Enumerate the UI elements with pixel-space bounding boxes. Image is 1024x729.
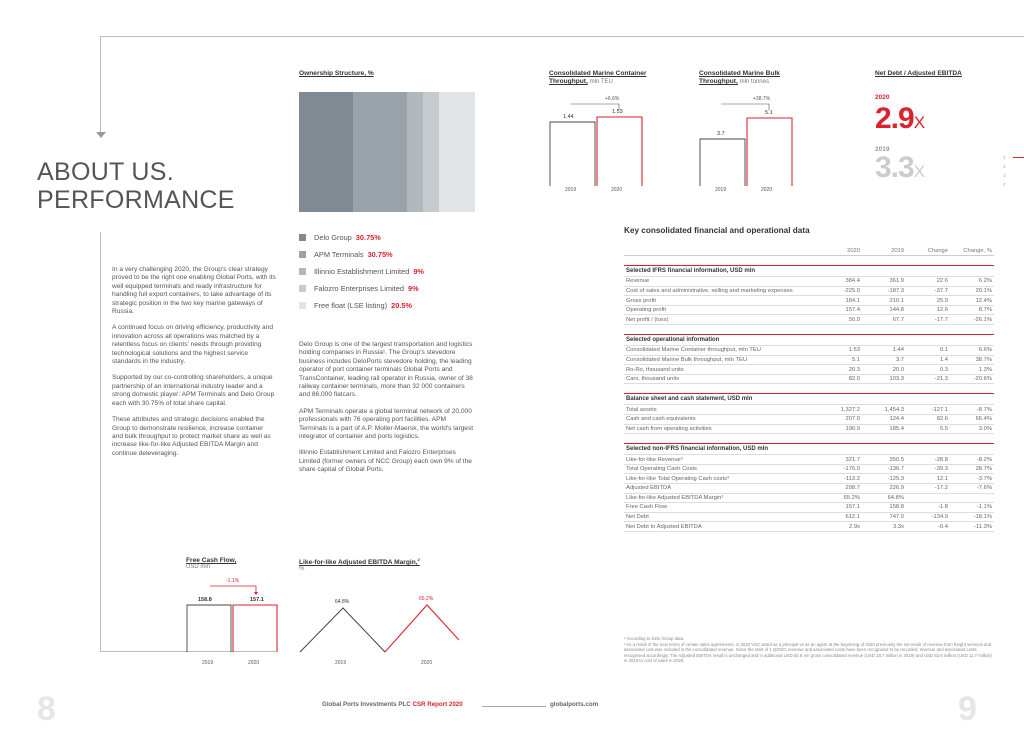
side-tab-marker — [1013, 157, 1024, 158]
table-cell: Cash and cash equivalents — [624, 415, 818, 425]
table-section-row — [624, 266, 994, 277]
bulk-chart-header — [699, 70, 780, 86]
side-tab-1[interactable]: 1 — [1003, 156, 1006, 161]
left-divider — [100, 232, 101, 652]
legend-swatch — [299, 285, 306, 292]
table-cell: -28.8 — [906, 455, 950, 465]
table-row — [624, 286, 994, 296]
table-cell: 747.0 — [862, 512, 906, 522]
table-row — [624, 374, 994, 384]
bulk-change-connector — [721, 104, 769, 110]
table-header-cell — [624, 246, 818, 256]
table-cell: Net profit / (loss) — [624, 315, 818, 325]
legend-item — [299, 263, 424, 280]
table-row — [624, 455, 994, 465]
table-cell: -21.3 — [906, 374, 950, 384]
table-cell: -136.7 — [862, 464, 906, 474]
table-cell: Cost of sales and administrative, selling and marketing expenses — [624, 286, 818, 296]
table-cell: -18.1% — [950, 512, 994, 522]
legend-item — [299, 246, 424, 263]
table-cell: -37.7 — [906, 286, 950, 296]
table-cell: 103.3 — [862, 374, 906, 384]
table-cell: -8.7% — [950, 405, 994, 415]
table-cell: -26.1% — [950, 315, 994, 325]
table-cell: 82.6 — [906, 415, 950, 425]
container-value-2020: 1.53 — [612, 109, 623, 115]
legend-value: 30.75% — [367, 250, 393, 259]
table-cell: 1.53 — [818, 346, 862, 356]
ownership-legend — [299, 229, 424, 314]
table-cell: 50.0 — [818, 315, 862, 325]
table-cell: 207.0 — [818, 415, 862, 425]
arrow-down-icon — [96, 132, 106, 138]
table-header-row — [624, 246, 994, 256]
paragraph: APM Terminals operate a global terminal network of 20,000 professionals with 76 operating port facilities. APM Terminals is a part of A.P. Moller-Maersk, the world's largest integrator of container and ports logistics. — [299, 407, 474, 441]
container-value-2019: 1.44 — [563, 114, 574, 120]
key-data-table — [624, 246, 994, 532]
table-cell: 22.6 — [906, 277, 950, 287]
table-cell: 3.7 — [862, 355, 906, 365]
ownership-title: Ownership Structure, % — [299, 70, 374, 77]
lfl-value-2020: 65.2% — [419, 596, 434, 602]
lfl-year-2019: 2019 — [335, 660, 347, 666]
table-cell: 1.3% — [950, 365, 994, 375]
paragraph: These attributes and strategic decisions enabled the Group to demonstrate resilience, increase container and bulk throughput to protect market share as well as increase like-for-like Adjusted EBITDA Margin and continue deleveraging. — [112, 416, 271, 457]
legend-item — [299, 297, 424, 314]
legend-swatch — [299, 234, 306, 241]
table-cell: Adjusted EBITDA — [624, 484, 818, 494]
table-cell: Cars, thousand units — [624, 374, 818, 384]
table-section-row — [624, 335, 994, 346]
netdebt-year-2020: 2020 — [875, 94, 890, 101]
table-cell: 64.8% — [862, 493, 906, 503]
netdebt-block — [875, 70, 962, 188]
table-cell: 124.4 — [862, 415, 906, 425]
paragraph: Illinnio Establishment Limited and Falozro Enterprises Limited (former owners of NCC Group) each own 9% of the share capital of Global Ports. — [299, 449, 472, 474]
table-cell: 5.5 — [906, 424, 950, 434]
table-section-title: Selected non-IFRS financial information, USD mln — [624, 444, 994, 455]
lfl-value-2019: 64.8% — [335, 599, 350, 605]
table-cell: Net Debt — [624, 512, 818, 522]
bulk-bar-2019 — [700, 139, 745, 186]
fcf-value-2019: 158.8 — [198, 597, 212, 603]
table-header-cell: Change — [906, 246, 950, 256]
table-header-cell: 2020 — [818, 246, 862, 256]
table-row — [624, 424, 994, 434]
table-cell: -39.3 — [906, 464, 950, 474]
legend-label: Delo Group — [314, 233, 352, 242]
table-cell: 38.7% — [950, 355, 994, 365]
fcf-chart — [186, 574, 278, 670]
ownership-bar-illinnio — [407, 92, 423, 212]
side-tab-4[interactable]: 4 — [1003, 183, 1006, 188]
table-row — [624, 415, 994, 425]
table-spacer — [624, 384, 994, 394]
ownership-bar-apm — [353, 92, 407, 212]
table-spacer — [624, 256, 994, 266]
page-number-left: 8 — [37, 690, 56, 728]
legend-swatch — [299, 251, 306, 258]
ownership-bar-delo — [299, 92, 353, 212]
fcf-chart-header — [186, 557, 236, 570]
footnotes — [624, 636, 994, 664]
table-cell: 144.8 — [862, 305, 906, 315]
table-cell: -187.3 — [862, 286, 906, 296]
table-cell: Ro-Ro, thousand units — [624, 365, 818, 375]
lfl-title-sup: 2 — [417, 557, 420, 562]
table-cell: 6.2% — [950, 277, 994, 287]
table-cell: 0.1 — [906, 346, 950, 356]
legend-swatch — [299, 268, 306, 275]
container-chart — [549, 94, 644, 194]
table-cell: 190.9 — [818, 424, 862, 434]
bulk-bar-2020 — [747, 118, 792, 186]
spacer-cell — [624, 384, 994, 394]
footnote-2: ² As a result of the new terms of certain sales agreements, in 2020 VSC acted as a principal vs as an agent at the beginning of 2020 previously the net result of revenue from freight services and associated cost was included in the consolidated revenue. Since the start of 1 Q2020, revenue and associated costs have been recognised to be recorded, revenue and associated costs recognised accordingly. The Adjusted EBITDA result is unchanged and in additional USD 50.8 mn gross consolidated revenue (USD 18.7 million in 2019) and USD 62.6 million (USD 11.7 million) in 2019 to cost of sales in 2020. — [624, 641, 992, 664]
table-cell: 25.9 — [906, 296, 950, 306]
table-header-cell: 2019 — [862, 246, 906, 256]
table-cell: 384.4 — [818, 277, 862, 287]
table-cell: 8.7% — [950, 305, 994, 315]
legend-value: 30.75% — [355, 233, 381, 242]
table-row — [624, 522, 994, 532]
legend-swatch — [299, 302, 306, 309]
table-cell: 185.4 — [862, 424, 906, 434]
bulk-change-label: +38.7% — [753, 96, 771, 102]
bulk-chart — [699, 94, 794, 194]
table-cell: -0.4 — [906, 522, 950, 532]
table-spacer — [624, 434, 994, 444]
fcf-bar-2019 — [187, 605, 231, 652]
table-cell: Operating profit — [624, 305, 818, 315]
legend-value: 9% — [407, 284, 419, 293]
table-cell: 12.6 — [906, 305, 950, 315]
table-cell: 82.0 — [818, 374, 862, 384]
table-cell: 1.4 — [906, 355, 950, 365]
footer-url[interactable]: globalports.com — [550, 701, 599, 708]
lfl-year-2020: 2020 — [421, 660, 433, 666]
fcf-arrowhead-icon — [254, 592, 258, 595]
table-cell: -17.2 — [906, 484, 950, 494]
lfl-line-2019 — [300, 608, 385, 652]
table-section-title: Selected operational information — [624, 335, 994, 346]
table-cell: -3.7% — [950, 474, 994, 484]
table-cell: 157.4 — [818, 305, 862, 315]
table-cell: 12.4% — [950, 296, 994, 306]
side-tab-2[interactable]: 2 — [1003, 165, 1006, 170]
table-row — [624, 484, 994, 494]
table-cell: 350.5 — [862, 455, 906, 465]
table-cell: 6.6% — [950, 346, 994, 356]
bulk-unit: mln tonnes — [739, 79, 769, 85]
table-row — [624, 474, 994, 484]
fcf-change-arrow — [210, 586, 256, 593]
fcf-change-label: -1.1% — [226, 578, 240, 584]
fcf-year-2020: 2020 — [248, 660, 260, 666]
fcf-title: Free Cash Flow, — [186, 557, 237, 564]
table-cell: 20.0 — [862, 365, 906, 375]
table-cell: Total Operating Cash Costs — [624, 464, 818, 474]
table-cell: 5.1 — [818, 355, 862, 365]
footer-company: Global Ports Investments PLC — [322, 701, 411, 708]
table-cell: 3.3x — [862, 522, 906, 532]
table-row — [624, 355, 994, 365]
table-cell: Net Debt to Adjusted EBITDA — [624, 522, 818, 532]
netdebt-value-2020 — [875, 103, 962, 140]
lfl-line-2020 — [385, 605, 459, 652]
table-cell: Net cash from operating activities — [624, 424, 818, 434]
bulk-year-2020: 2020 — [761, 187, 773, 193]
spacer-cell — [624, 256, 994, 266]
container-unit: mln TEU — [589, 79, 613, 85]
netdebt-value-2020-num: 2.9 — [875, 102, 914, 135]
table-cell: 28.7% — [950, 464, 994, 474]
table-row — [624, 305, 994, 315]
table-cell: 1.44 — [862, 346, 906, 356]
table-spacer — [624, 325, 994, 335]
container-bar-2019 — [550, 122, 595, 186]
table-section-row — [624, 394, 994, 405]
table-row — [624, 315, 994, 325]
table-row — [624, 512, 994, 522]
bulk-value-2019: 3.7 — [717, 131, 725, 137]
table-cell: 226.9 — [862, 484, 906, 494]
table-row — [624, 346, 994, 356]
container-bar-2020 — [597, 117, 642, 186]
frame-top-line — [100, 36, 1024, 37]
legend-value: 9% — [413, 267, 424, 276]
container-title-2 — [549, 78, 646, 86]
fcf-bar-2020 — [233, 605, 277, 652]
frame-left-line — [100, 36, 101, 134]
netdebt-year-2019: 2019 — [875, 146, 890, 153]
bulk-title-2 — [699, 78, 780, 86]
table-cell: 321.7 — [818, 455, 862, 465]
bulk-value-2020: 5.1 — [765, 110, 773, 116]
container-year-2019: 2019 — [565, 187, 577, 193]
table-row — [624, 405, 994, 415]
table-cell: 65.2% — [818, 493, 862, 503]
page-title — [37, 158, 235, 214]
netdebt-value-2019 — [875, 153, 962, 188]
table-cell: Free Cash Flow — [624, 503, 818, 513]
table-cell: 2.9x — [818, 522, 862, 532]
table-row — [624, 493, 994, 503]
key-table-title: Key consolidated financial and operational data — [624, 226, 810, 235]
table-cell: 1,454.3 — [862, 405, 906, 415]
table-cell: 67.7 — [862, 315, 906, 325]
table-cell: Revenue — [624, 277, 818, 287]
legend-label: Free float (LSE listing) — [314, 301, 388, 310]
netdebt-x-2019: X — [913, 162, 926, 181]
table-cell: Like-for-like Adjusted EBITDA Margin³ — [624, 493, 818, 503]
table-cell — [906, 493, 950, 503]
bulk-title-1: Consolidated Marine Bulk — [699, 70, 780, 77]
table-row — [624, 464, 994, 474]
ownership-bar-freefloat — [439, 92, 475, 212]
table-cell: 3.0% — [950, 424, 994, 434]
table-cell — [950, 493, 994, 503]
page-number-right: 9 — [958, 690, 977, 728]
lfl-unit: % — [299, 566, 305, 573]
fcf-unit: USD mln — [186, 564, 211, 570]
key-table — [624, 246, 994, 532]
table-cell: -134.9 — [906, 512, 950, 522]
table-cell: -113.2 — [818, 474, 862, 484]
lfl-chart-header — [299, 557, 420, 572]
ownership-bar-falozro — [423, 92, 439, 212]
table-section-row — [624, 444, 994, 455]
container-title-1: Consolidated Marine Container — [549, 70, 647, 77]
footer-text — [322, 701, 463, 708]
paragraph: Delo Group is one of the largest transportation and logistics holding companies in Russia¹. The Group's stevedore business includes DeloPorts stevedore holding, the leading operator of port container terminals Global Ports and TransContainer, leading rail operator in Russia, owner of 38 railway container terminals, more than 32 000 containers and 86,000 flatcars. — [299, 341, 473, 399]
legend-item — [299, 280, 424, 297]
table-row — [624, 296, 994, 306]
table-section-title: Selected IFRS financial information, USD mln — [624, 266, 994, 277]
table-header-cell: Change, % — [950, 246, 994, 256]
table-cell: Total assets — [624, 405, 818, 415]
table-cell: 157.1 — [818, 503, 862, 513]
footnote-1: ¹ According to Delo Group data. — [624, 636, 685, 641]
bulk-title-2-text: Throughput, — [699, 78, 738, 85]
side-tabs — [1003, 154, 1006, 190]
table-cell: 612.1 — [818, 512, 862, 522]
container-change-label: +6.6% — [605, 96, 620, 102]
paragraph: In a very challenging 2020, the Group's clear strategy proved to be the right one enabling Global Ports, with its well equipped terminals and ready infrastructure for handling full export containers, to take advantage of its strategic position in the two key marine gateways of Russia. — [112, 266, 276, 316]
table-cell: 20.1% — [950, 286, 994, 296]
netdebt-x-2020: X — [913, 113, 926, 132]
container-title-2-text: Throughput, — [549, 78, 588, 85]
table-cell: 66.4% — [950, 415, 994, 425]
table-cell: Gross profit — [624, 296, 818, 306]
table-cell: 1,327.2 — [818, 405, 862, 415]
table-cell: Like-for-like Revenue³ — [624, 455, 818, 465]
table-cell: -225.0 — [818, 286, 862, 296]
title-line-2: PERFORMANCE — [37, 186, 235, 214]
spacer-cell — [624, 434, 994, 444]
legend-item — [299, 229, 424, 246]
container-chart-header — [549, 70, 646, 86]
table-cell: -1.1% — [950, 503, 994, 513]
table-section-title: Balance sheet and cash statement, USD mln — [624, 394, 994, 405]
side-tab-3[interactable]: 3 — [1003, 174, 1006, 179]
table-cell: Consolidated Marine Bulk throughput, mln TEU — [624, 355, 818, 365]
title-line-1: ABOUT US. — [37, 158, 174, 186]
table-cell: 208.7 — [818, 484, 862, 494]
spacer-cell — [624, 325, 994, 335]
table-cell: -176.0 — [818, 464, 862, 474]
legend-label: Illinnio Establishment Limited — [314, 267, 410, 276]
lfl-title-text: Like-for-like Adjusted EBITDA Margin, — [299, 559, 418, 567]
table-row — [624, 277, 994, 287]
fcf-value-2020: 157.1 — [250, 597, 264, 603]
table-cell: -11.3% — [950, 522, 994, 532]
footer-line — [482, 706, 546, 707]
table-cell: -125.3 — [862, 474, 906, 484]
footer-report: CSR Report 2020 — [412, 701, 463, 708]
mid-text-column — [299, 341, 475, 483]
paragraph: A continued focus on driving efficiency, productivity and innovation across all operations was matched by a relentless focus on clients' needs through providing technological solutions and the highest service standards in the industry. — [112, 324, 274, 366]
table-row — [624, 365, 994, 375]
table-cell: 0.3 — [906, 365, 950, 375]
table-cell: 184.1 — [818, 296, 862, 306]
lfl-title — [299, 557, 420, 566]
legend-value: 20.5% — [391, 301, 413, 310]
legend-label: APM Terminals — [314, 250, 364, 259]
table-cell: 12.1 — [906, 474, 950, 484]
ownership-bars — [299, 92, 475, 212]
table-row — [624, 503, 994, 513]
netdebt-value-2019-num: 3.3 — [875, 151, 914, 184]
table-cell: 20.3 — [818, 365, 862, 375]
lfl-chart — [299, 590, 459, 670]
table-cell: -8.2% — [950, 455, 994, 465]
table-cell: Like-for-like Total Operating Cash costs³ — [624, 474, 818, 484]
table-cell: -17.7 — [906, 315, 950, 325]
table-cell: -1.8 — [906, 503, 950, 513]
table-cell: -20.6% — [950, 374, 994, 384]
table-cell: 158.8 — [862, 503, 906, 513]
netdebt-title: Net Debt / Adjusted EBITDA — [875, 70, 962, 77]
fcf-year-2019: 2019 — [202, 660, 214, 666]
table-cell: 361.9 — [862, 277, 906, 287]
table-cell: -127.1 — [906, 405, 950, 415]
legend-label: Falozro Enterprises Limited — [314, 284, 404, 293]
bulk-year-2019: 2019 — [715, 187, 727, 193]
table-cell: 210.1 — [862, 296, 906, 306]
container-year-2020: 2020 — [611, 187, 623, 193]
paragraph: Supported by our co-controlling shareholders, a unique partnership of an international industry leader and a strong domestic player: APM Terminals and Delo Group each with 30.75% of total share capital. — [112, 374, 275, 407]
table-cell: Consolidated Marine Container throughput, mln TEU — [624, 346, 818, 356]
table-cell: -7.6% — [950, 484, 994, 494]
left-text-column — [112, 266, 276, 466]
